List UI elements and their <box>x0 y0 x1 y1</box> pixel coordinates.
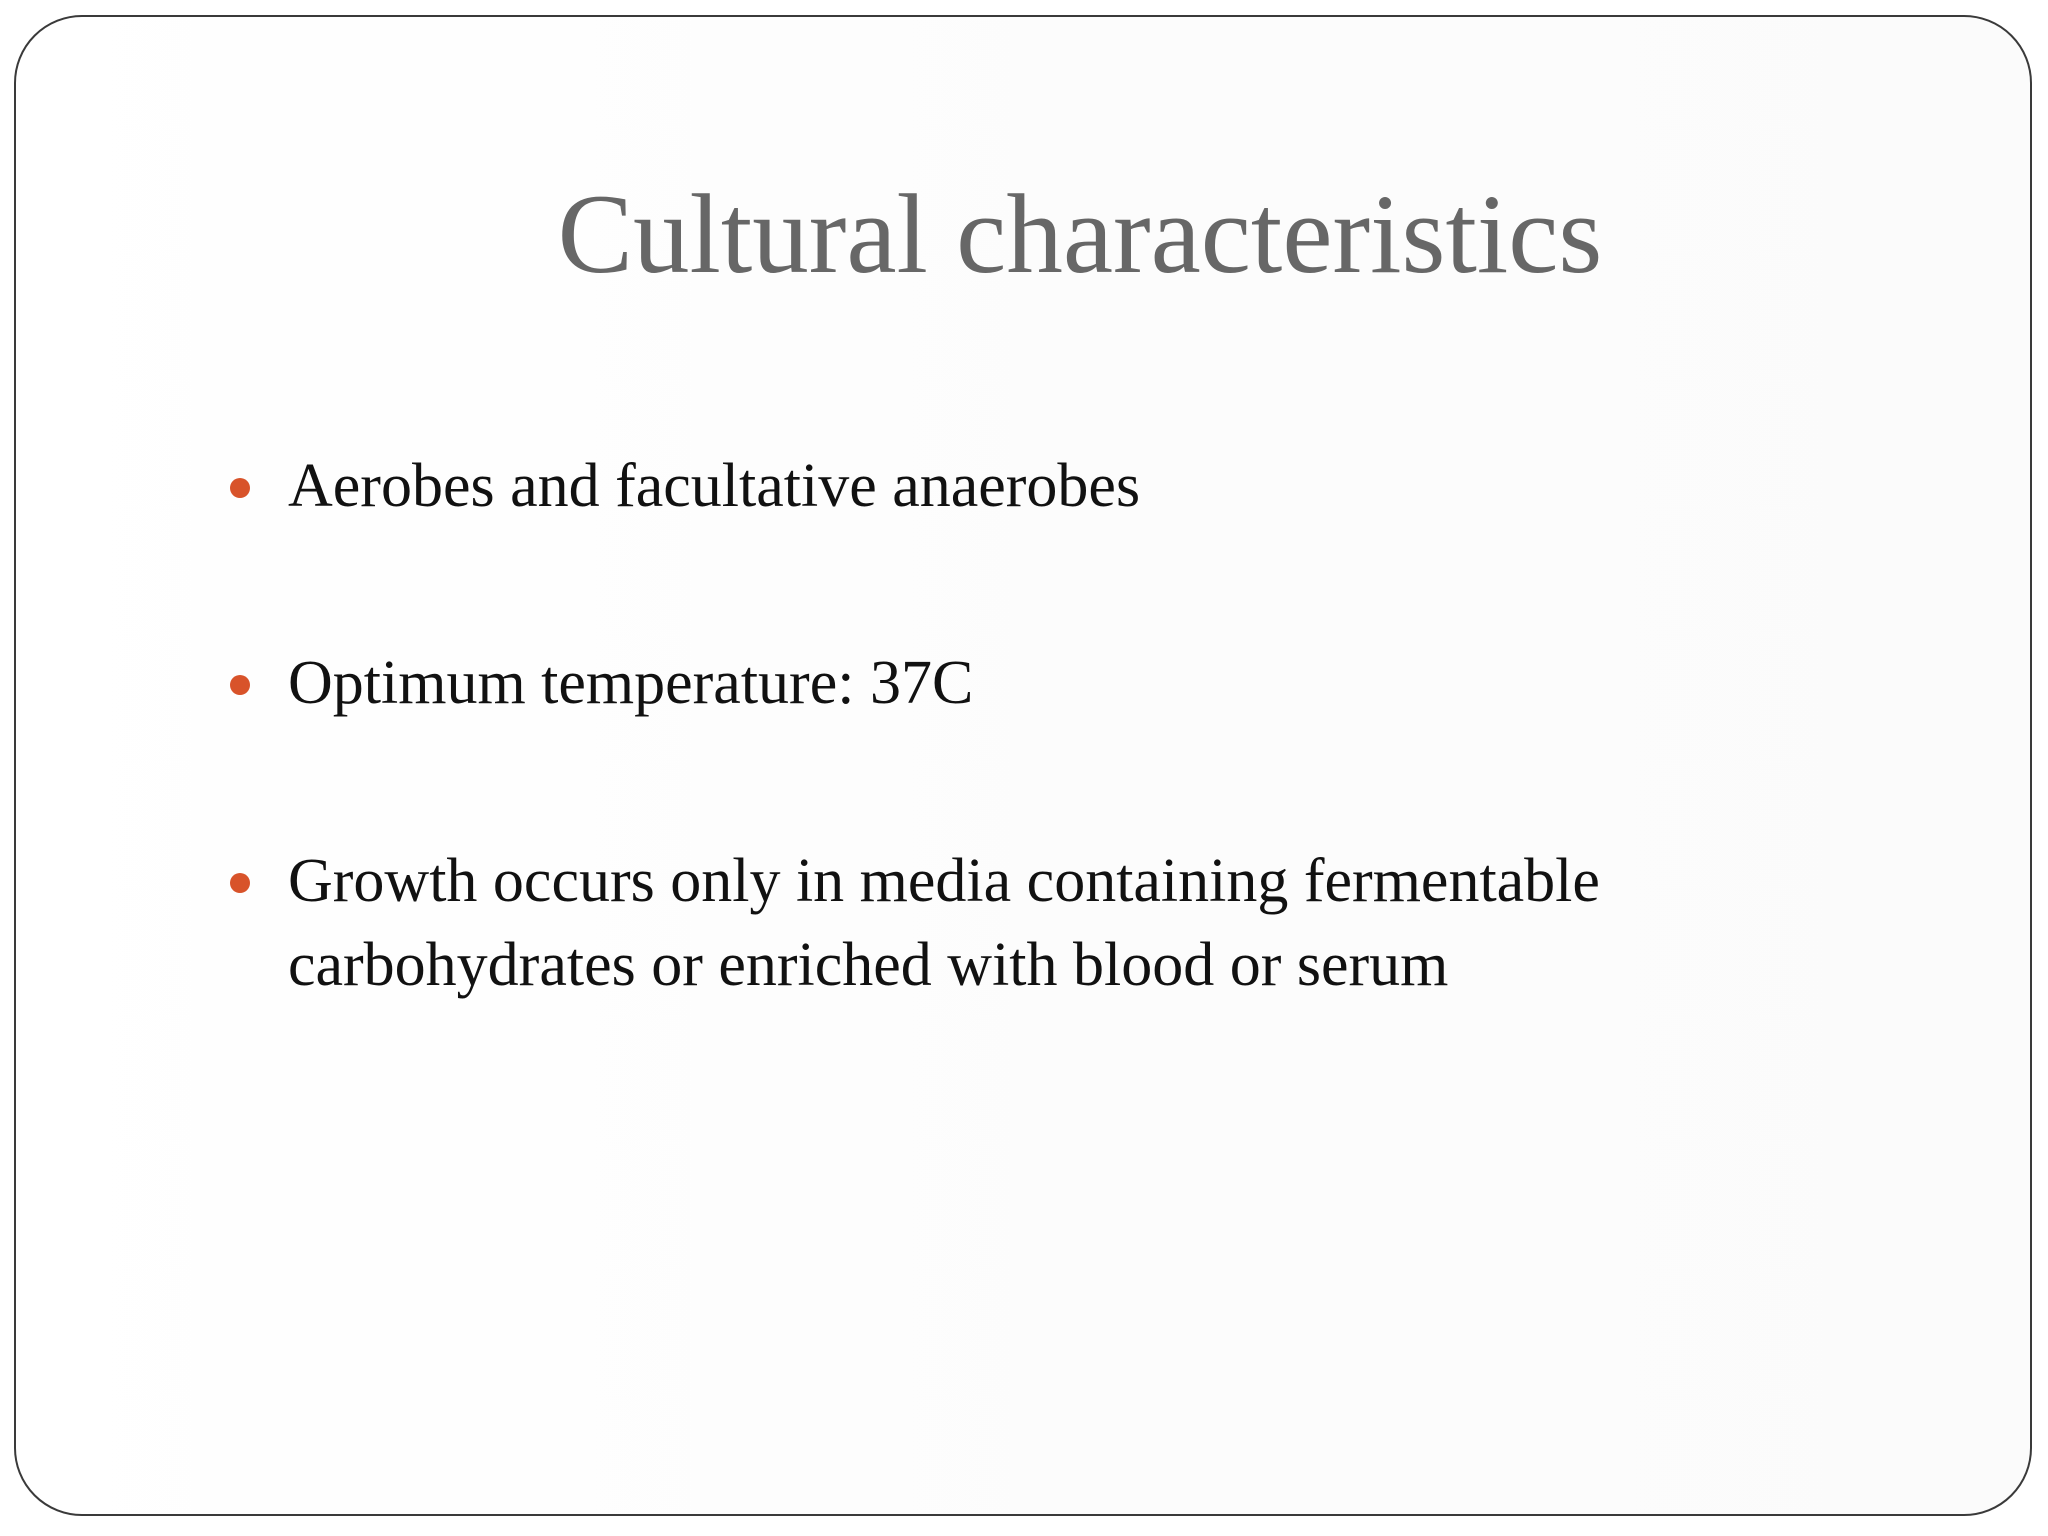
bullet-item <box>288 444 1888 528</box>
bullet-text: Growth occurs only in media containing fermentable carbohydrates or enriched with blood or serum <box>288 847 1600 999</box>
bullet-dot-icon <box>230 675 250 695</box>
bullet-text: Optimum temperature: 37C <box>288 649 974 717</box>
bullet-text: Aerobes and facultative anaerobes <box>288 452 1141 520</box>
bullet-dot-icon <box>230 873 250 893</box>
bullet-item <box>288 641 1888 725</box>
bullet-dot-icon <box>230 478 250 498</box>
bullet-item <box>288 839 1888 1007</box>
slide-title: Cultural characteristics <box>557 172 1603 297</box>
